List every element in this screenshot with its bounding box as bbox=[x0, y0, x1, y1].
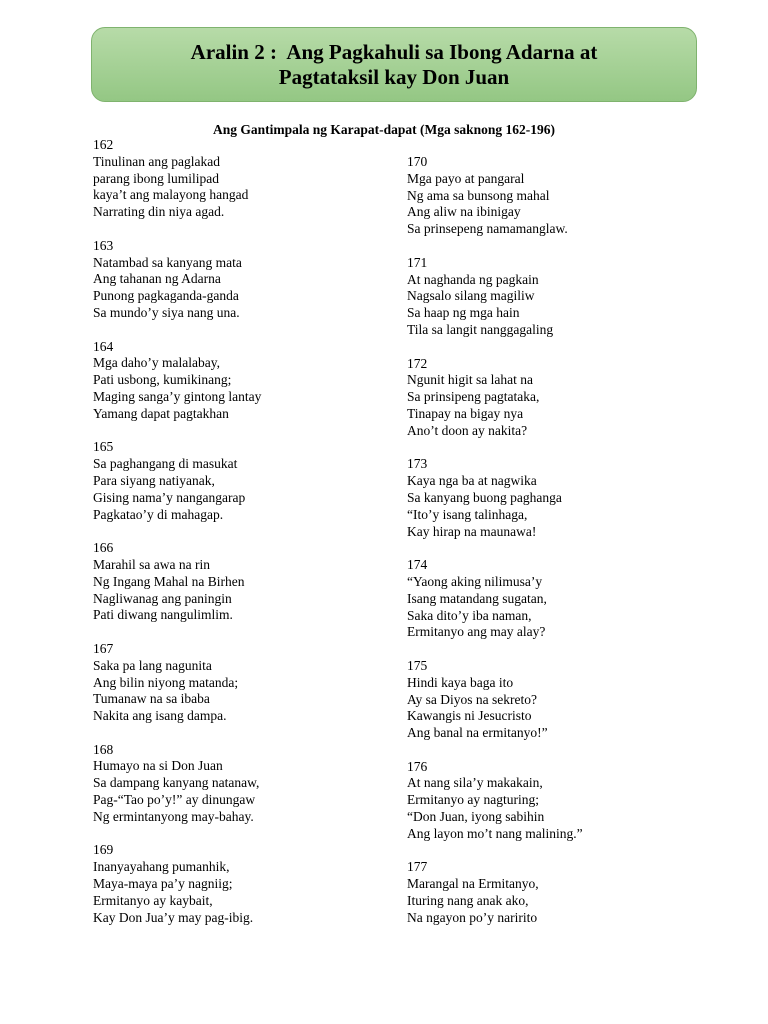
verse-line: Hindi kaya baga ito bbox=[407, 674, 514, 690]
verse-line: Ay sa Diyos na sekreto? bbox=[407, 691, 537, 707]
stanza bbox=[407, 456, 707, 540]
stanza bbox=[93, 137, 393, 221]
verse-line: Ng ama sa bunsong mahal bbox=[407, 187, 550, 203]
stanza-number: 171 bbox=[407, 254, 428, 270]
verse-line: Ang aliw na ibinigay bbox=[407, 204, 521, 220]
verse-line: Sa haap ng mga hain bbox=[407, 305, 520, 321]
verse-line: Kay hirap na maunawa! bbox=[407, 523, 537, 539]
verse-line: “Don Juan, iyong sabihin bbox=[407, 809, 545, 825]
verse-line: Tinulinan ang paglakad bbox=[93, 153, 220, 169]
verse-line: Marangal na Ermitanyo, bbox=[407, 876, 539, 892]
verse-line: Ermitanyo ang may alay? bbox=[407, 624, 546, 640]
verse-line: “Yaong aking nilimusa’y bbox=[407, 573, 543, 589]
stanza bbox=[93, 742, 393, 826]
stanza-number: 166 bbox=[93, 540, 114, 556]
stanza bbox=[407, 759, 707, 843]
verse-line: At nang sila’y makakain, bbox=[407, 775, 543, 791]
stanza bbox=[407, 356, 707, 440]
verse-line: Kay Don Jua’y may pag-ibig. bbox=[93, 909, 254, 925]
verse-line: “Ito’y isang talinhaga, bbox=[407, 506, 528, 522]
verse-line: Nagliwanag ang paningin bbox=[93, 590, 232, 606]
verse-line: Nagsalo silang magiliw bbox=[407, 288, 535, 304]
stanza bbox=[407, 658, 707, 742]
verse-line: Sa mundo’y siya nang una. bbox=[93, 304, 240, 320]
stanza bbox=[407, 557, 707, 641]
verse-line: Ano’t doon ay nakita? bbox=[407, 422, 528, 438]
stanza-number: 164 bbox=[93, 338, 114, 354]
stanza-number: 167 bbox=[93, 640, 114, 656]
verse-line: Punong pagkaganda-ganda bbox=[93, 288, 239, 304]
verse-line: Mga payo at pangaral bbox=[407, 170, 525, 186]
verse-line: Marahil sa awa na rin bbox=[93, 556, 210, 572]
stanza bbox=[93, 540, 393, 624]
verse-line: Ang layon mo’t nang malining.” bbox=[407, 825, 583, 841]
verse-line: Ng Ingang Mahal na Birhen bbox=[93, 573, 245, 589]
verse-line: Sa prinsipeng pagtataka, bbox=[407, 389, 540, 405]
stanza bbox=[93, 238, 393, 322]
verse-line: Ang bilin niyong matanda; bbox=[93, 674, 239, 690]
stanza-number: 162 bbox=[93, 137, 114, 152]
stanza-number: 163 bbox=[93, 237, 114, 253]
right-stanza-column bbox=[407, 154, 707, 943]
verse-line: Ituring nang anak ako, bbox=[407, 893, 529, 909]
verse-line: Sa paghangang di masukat bbox=[93, 456, 238, 472]
verse-line: Kaya nga ba at nagwika bbox=[407, 473, 537, 489]
verse-line: Tumanaw na sa ibaba bbox=[93, 691, 210, 707]
verse-line: Ang banal na ermitanyo!” bbox=[407, 725, 548, 741]
verse-line: Pati diwang nangulimlim. bbox=[93, 607, 233, 623]
stanza-number: 175 bbox=[407, 657, 428, 673]
section-subtitle: Ang Gantimpala ng Karapat-dapat (Mga saknong 162-196) bbox=[212, 122, 556, 137]
verse-line: Natambad sa kanyang mata bbox=[93, 254, 242, 270]
verse-line: Nakita ang isang dampa. bbox=[93, 708, 227, 724]
verse-line: Sa dampang kanyang natanaw, bbox=[93, 775, 260, 791]
verse-line: Saka dito’y iba naman, bbox=[407, 607, 532, 623]
verse-line: Tila sa langit nanggagaling bbox=[407, 321, 554, 337]
stanza-number: 176 bbox=[407, 758, 428, 774]
verse-line: Ermitanyo ay nagturing; bbox=[407, 792, 539, 808]
stanza bbox=[407, 859, 707, 926]
verse-line: Sa prinsepeng namamanglaw. bbox=[407, 221, 568, 237]
stanza bbox=[407, 154, 707, 238]
stanza-number: 170 bbox=[407, 154, 428, 169]
left-stanza-column bbox=[93, 137, 393, 943]
verse-line: Kawangis ni Jesucristo bbox=[407, 708, 532, 724]
stanza bbox=[93, 439, 393, 523]
verse-line: Pagkatao’y di mahagap. bbox=[93, 506, 224, 522]
verse-line: kaya’t ang malayong hangad bbox=[93, 187, 249, 203]
verse-line: Maya-maya pa’y nagniig; bbox=[93, 876, 233, 892]
stanza bbox=[93, 339, 393, 423]
stanza-number: 177 bbox=[407, 859, 428, 875]
stanza-number: 174 bbox=[407, 557, 428, 573]
stanza bbox=[93, 641, 393, 725]
verse-line: Ermitanyo ay kaybait, bbox=[93, 892, 213, 908]
verse-line: Yamang dapat pagtakhan bbox=[93, 405, 229, 421]
lesson-title-line-2: Pagtataksil kay Don Juan bbox=[278, 64, 510, 89]
verse-line: Tinapay na bigay nya bbox=[407, 405, 524, 421]
verse-line: Mga daho’y malalabay, bbox=[93, 355, 220, 371]
verse-line: Pati usbong, kumikinang; bbox=[93, 372, 232, 388]
verse-line: At naghanda ng pagkain bbox=[407, 271, 539, 287]
stanza-number: 169 bbox=[93, 842, 114, 858]
verse-line: Inanyayahang pumanhik, bbox=[93, 859, 230, 875]
verse-line: Isang matandang sugatan, bbox=[407, 590, 547, 606]
verse-line: parang ibong lumilipad bbox=[93, 170, 219, 186]
lesson-title-banner bbox=[91, 27, 697, 102]
verse-line: Ng ermintanyong may-bahay. bbox=[93, 808, 254, 824]
verse-line: Na ngayon po’y naririto bbox=[407, 909, 538, 925]
verse-line: Para siyang natiyanak, bbox=[93, 472, 215, 488]
stanza-number: 165 bbox=[93, 439, 114, 455]
verse-line: Gising nama’y nangangarap bbox=[93, 489, 246, 505]
verse-line: Maging sanga’y gintong lantay bbox=[93, 388, 262, 404]
stanza bbox=[407, 255, 707, 339]
verse-line: Humayo na si Don Juan bbox=[93, 758, 223, 774]
verse-line: Narrating din niya agad. bbox=[93, 204, 225, 220]
verse-line: Ang tahanan ng Adarna bbox=[93, 271, 221, 287]
stanza-number: 173 bbox=[407, 456, 428, 472]
verse-line: Sa kanyang buong paghanga bbox=[407, 489, 562, 505]
stanza-number: 172 bbox=[407, 355, 428, 371]
verse-line: Pag-“Tao po’y!” ay dinungaw bbox=[93, 792, 256, 808]
lesson-title-line-1: Aralin 2 : Ang Pagkahuli sa Ibong Adarna at bbox=[190, 39, 598, 64]
verse-line: Ngunit higit sa lahat na bbox=[407, 372, 533, 388]
stanza bbox=[93, 842, 393, 926]
stanza-number: 168 bbox=[93, 741, 114, 757]
verse-line: Saka pa lang nagunita bbox=[93, 657, 212, 673]
